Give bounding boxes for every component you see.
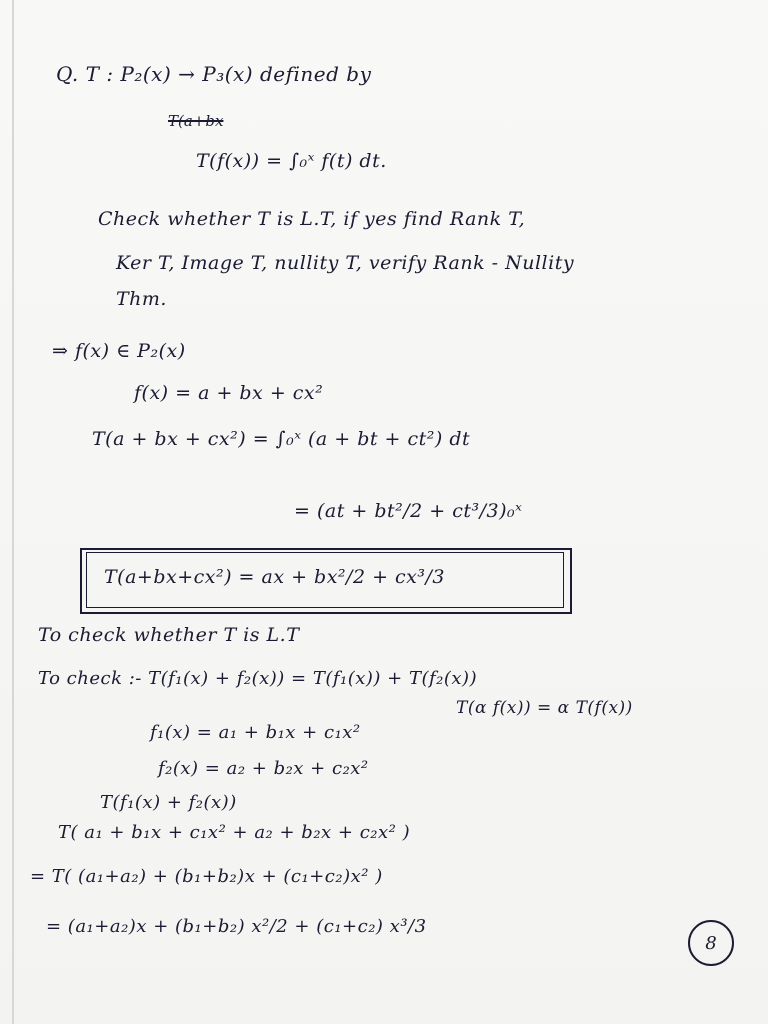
lt-line-1: To check whether T is L.T: [38, 624, 300, 646]
solution-line-4: = (at + bt²/2 + ct³/3)₀ˣ: [294, 500, 523, 522]
struck-text: T(a+bx: [168, 112, 224, 130]
solution-line-1: ⇒ f(x) ∈ P₂(x): [52, 340, 186, 362]
solution-line-3: T(a + bx + cx²) = ∫₀ˣ (a + bt + ct²) dt: [92, 428, 471, 450]
lt-line-3: T(α f(x)) = α T(f(x)): [456, 698, 633, 718]
question-line: Q. T : P₂(x) → P₃(x) defined by: [56, 62, 372, 86]
lt-line-8: = T( (a₁+a₂) + (b₁+b₂)x + (c₁+c₂)x² ): [30, 866, 383, 887]
page-number: 8: [705, 932, 717, 954]
page-number-circle: [688, 920, 734, 966]
solution-line-2: f(x) = a + bx + cx²: [134, 382, 324, 404]
lt-line-7: T( a₁ + b₁x + c₁x² + a₂ + b₂x + c₂x² ): [58, 822, 411, 843]
instruction-line-3: Thm.: [116, 288, 167, 310]
lt-line-4: f₁(x) = a₁ + b₁x + c₁x²: [150, 722, 361, 743]
lt-line-9: = (a₁+a₂)x + (b₁+b₂) x²/2 + (c₁+c₂) x³/3: [46, 916, 427, 937]
instruction-line-2: Ker T, Image T, nullity T, verify Rank - Nullity: [116, 252, 575, 274]
lt-line-5: f₂(x) = a₂ + b₂x + c₂x²: [158, 758, 369, 779]
instruction-line-1: Check whether T is L.T, if yes find Rank T,: [98, 208, 526, 230]
lt-line-6: T(f₁(x) + f₂(x)): [100, 792, 237, 813]
lt-line-2: To check :- T(f₁(x) + f₂(x)) = T(f₁(x)) + T(f₂(x)): [38, 668, 478, 689]
boxed-result: T(a+bx+cx²) = ax + bx²/2 + cx³/3: [104, 566, 446, 588]
margin-line: [12, 0, 14, 1024]
definition-line: T(f(x)) = ∫₀ˣ f(t) dt.: [196, 150, 387, 172]
